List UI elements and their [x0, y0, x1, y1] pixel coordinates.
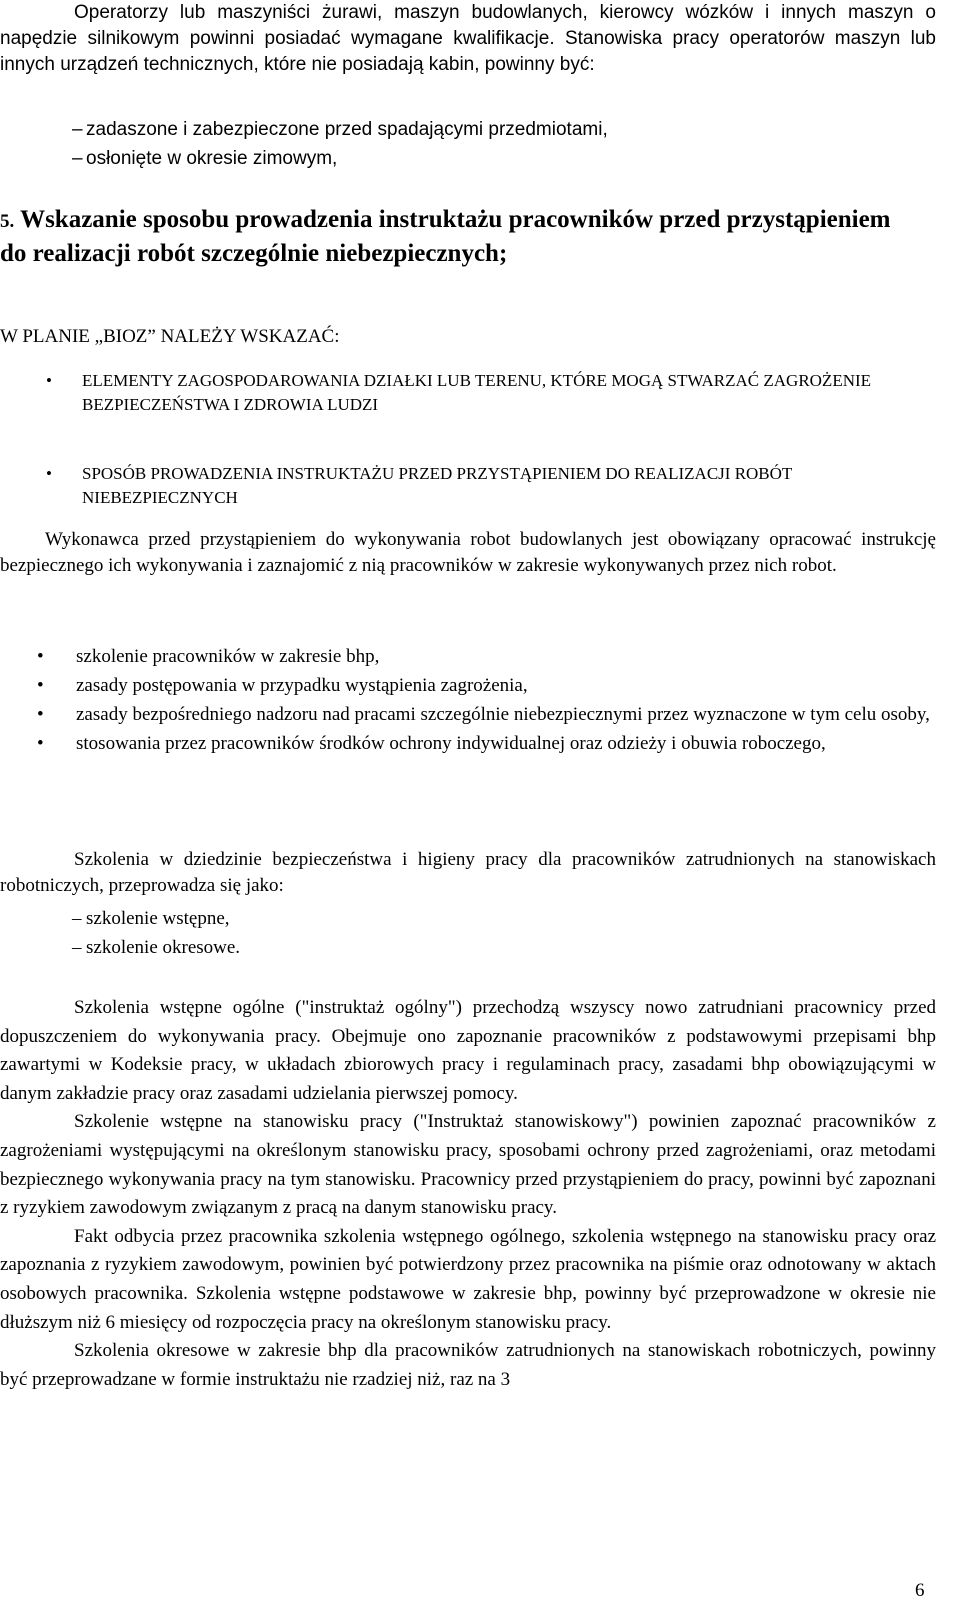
bullet-icon: • [37, 675, 44, 696]
list-item: • szkolenie pracowników w zakresie bhp, [0, 644, 936, 670]
list-item: • zasady bezpośredniego nadzoru nad pracami szczególnie niebezpiecznymi przez wyznaczone w tym celu osoby, [0, 702, 936, 728]
contractor-paragraph: Wykonawca przed przystąpieniem do wykonywania robot budowlanych jest obowiązany opracować instrukcję bezpiecznego ich wykonywania i zaznajomić z nią pracowników w zakresie wykonywanych przez nich robot. [0, 529, 936, 576]
bullet-icon: • [37, 646, 44, 667]
bioz-item: ELEMENTY ZAGOSPODAROWANIA DZIAŁKI LUB TERENU, KTÓRE MOGĄ STWARZAĆ ZAGROŻENIE BEZPIECZEŃSTWA I ZDROWIA LUDZI [82, 371, 872, 414]
paragraph: Szkolenie wstępne na stanowisku pracy ("Instruktaż stanowiskowy") powinien zapoznać pracowników z zagrożeniami występującymi na określonym stanowisku pracy, sposobami ochrony przed zagrożeniami, oraz metodami bezpiecznego wykonywania pracy na tym stanowisku. Pracownicy przed przystąpieniem do pracy, powinni być zapoznani z ryzykiem zawodowym związanym z pracą na danym stanowisku pracy. [0, 1111, 936, 1219]
dash-item: – szkolenie wstępne, [72, 906, 230, 932]
dash-icon: – [72, 908, 82, 929]
paragraph: Szkolenia okresowe w zakresie bhp dla pracowników zatrudnionych na stanowiskach robotniczych, powinny być przeprowadzane w formie instruktażu nie rzadziej niż, raz na 3 [0, 1340, 936, 1390]
dash-icon: – [72, 119, 83, 140]
intro-paragraph: Operatorzy lub maszyniści żurawi, maszyn budowlanych, kierowcy wózków i innych maszyn o napędzie silnikowym powinni posiadać wymagane kwalifikacje. Stanowiska pracy operatorów maszyn lub innych urządzeń technicznych, które nie posiadają kabin, powinny być: [0, 2, 936, 75]
section-title: Wskazanie sposobu prowadzenia instruktażu pracowników przed przystąpieniem do realizacji robót szczególnie niebezpiecznych; [0, 206, 891, 267]
bullet-list [0, 644, 936, 757]
bullet-icon: • [37, 704, 44, 725]
paragraph: Fakt odbycia przez pracownika szkolenia wstępnego ogólnego, szkolenia wstępnego na stanowisku pracy oraz zapoznania z ryzykiem zawodowym, powinien być potwierdzony przez pracownika na piśmie oraz odnotowany w aktach osobowych pracownika. Szkolenia wstępne podstawowe w zakresie bhp, powinny być przeprowadzone w okresie nie dłuższym niż 6 miesięcy od rozpoczęcia pracy na określonym stanowisku pracy. [0, 1225, 936, 1333]
section-heading [0, 204, 920, 270]
dash-item: – osłonięte w okresie zimowym, [72, 146, 337, 172]
page-number: 6 [915, 1580, 925, 1601]
bullet-icon: • [37, 733, 44, 754]
dash-icon: – [72, 937, 82, 958]
list-item: • stosowania przez pracowników środków ochrony indywidualnej oraz odzieży i obuwia roboczego, [0, 731, 936, 757]
training-intro: Szkolenia w dziedzinie bezpieczeństwa i higieny pracy dla pracowników zatrudnionych na stanowiskach robotniczych, przeprowadza się jako: [0, 849, 936, 896]
bullet-icon: • [46, 464, 52, 483]
list-item: • zasady postępowania w przypadku wystąpienia zagrożenia, [0, 673, 936, 699]
body-text [0, 994, 936, 1394]
bioz-heading: W PLANIE „BIOZ” NALEŻY WSKAZAĆ: [0, 326, 340, 347]
dash-item: – szkolenie okresowe. [72, 935, 240, 961]
dash-icon: – [72, 148, 83, 169]
section-number: 5. [0, 211, 15, 232]
dash-item: – zadaszone i zabezpieczone przed spadającymi przedmiotami, [72, 117, 608, 143]
paragraph: Szkolenia wstępne ogólne ("instruktaż ogólny") przechodzą wszyscy nowo zatrudniani pracownicy przed dopuszczeniem do wykonywania pracy. Obejmuje ono zapoznanie pracowników z podstawowymi przepisami bhp zawartymi w Kodeksie pracy, w układach zbiorowych pracy i regulaminach pracy, zasadami bhp obowiązującymi w danym zakładzie pracy oraz zasadami udzielania pierwszej pomocy. [0, 997, 936, 1104]
bioz-item: SPOSÓB PROWADZENIA INSTRUKTAŻU PRZED PRZYSTĄPIENIEM DO REALIZACJI ROBÓT NIEBEZPIECZNYCH [82, 464, 792, 507]
bullet-icon: • [46, 371, 52, 390]
